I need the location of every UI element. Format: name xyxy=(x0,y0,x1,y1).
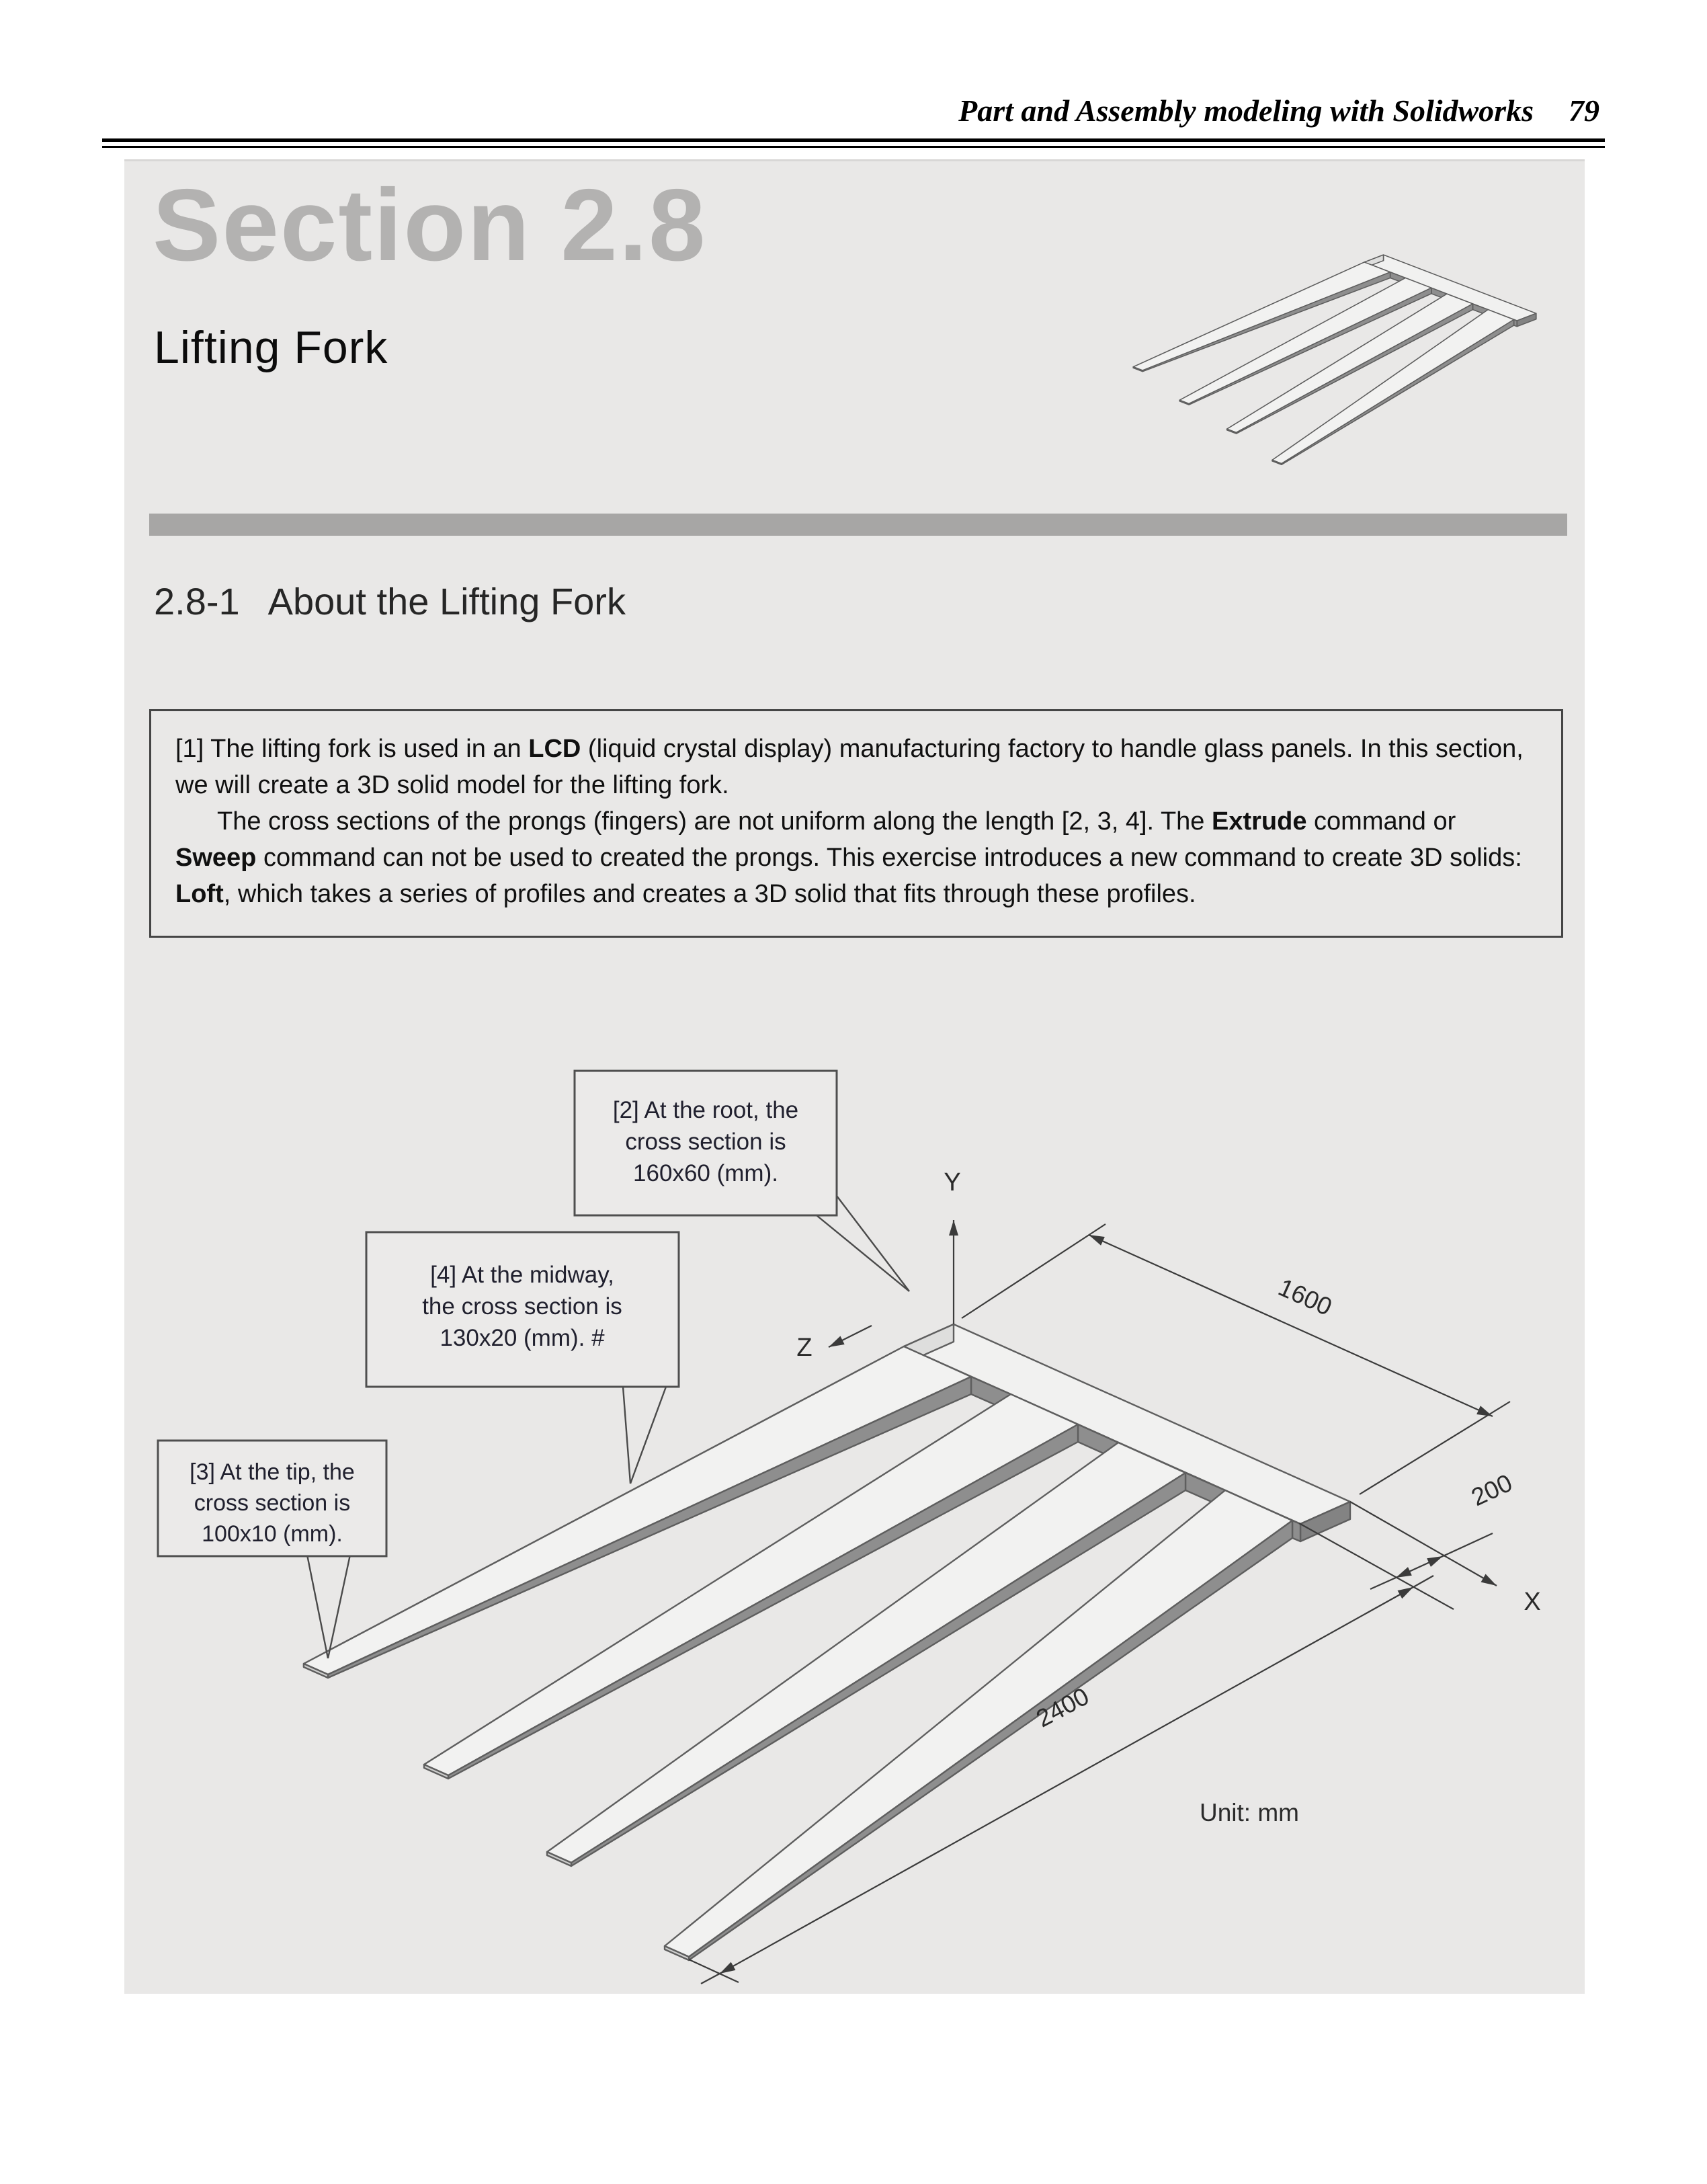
callout-midway-line3: 130x20 (mm). # xyxy=(440,1325,605,1351)
callout-tip-line2: cross section is xyxy=(194,1490,351,1516)
callout-midway-line2: the cross section is xyxy=(422,1293,622,1320)
dim-1600-line xyxy=(1089,1235,1493,1416)
fork-isometric-drawing xyxy=(304,1324,1350,1960)
intro-text-box xyxy=(149,709,1563,938)
subsection-number: 2.8-1 xyxy=(154,580,240,622)
fork-dimension-diagram xyxy=(124,977,1583,1992)
section-watermark: Section 2.8 xyxy=(153,168,707,282)
dim-200-overshoot-bottom xyxy=(1370,1578,1396,1589)
dim-200-label: 200 xyxy=(1467,1469,1517,1512)
fork-3d-model xyxy=(1133,255,1536,464)
dim-2400-label: 2400 xyxy=(1032,1682,1094,1733)
callout-root-line2: cross section is xyxy=(625,1129,786,1155)
callout-midway-line1: [4] At the midway, xyxy=(430,1262,614,1288)
z-axis-label: Z xyxy=(796,1334,813,1362)
callout-root-leader-a xyxy=(817,1215,909,1291)
header-rule-bottom xyxy=(102,146,1605,148)
dim-2400-overshoot-low xyxy=(701,1974,720,1984)
callout-tip-line3: 100x10 (mm). xyxy=(202,1521,343,1547)
dim-200-extension xyxy=(1299,1523,1454,1609)
callout-root-leader-b xyxy=(837,1196,909,1291)
dim-200-overshoot-top xyxy=(1443,1533,1493,1556)
content-panel xyxy=(124,159,1585,1994)
subsection-title: About the Lifting Fork xyxy=(267,580,626,622)
page-number: 79 xyxy=(1569,93,1599,128)
subsection-heading xyxy=(154,579,626,623)
dim-1600-extension-left xyxy=(962,1224,1106,1318)
callout-midway-leader-a xyxy=(623,1387,630,1484)
section-title: Lifting Fork xyxy=(154,322,388,373)
callout-root-line3: 160x60 (mm). xyxy=(633,1160,778,1186)
dim-2400-extension-tip xyxy=(689,1959,739,1982)
z-axis-arrow xyxy=(829,1326,872,1347)
intro-paragraph-2: The cross sections of the prongs (fingers) are not uniform along the length [2, 3, 4]. The Extrude command or Sweep command can not be used to created the prongs. This exercise introduces a new command to create 3D solids: Loft, which takes a series of profiles and creates a 3D solid that fits through these profiles. xyxy=(175,807,1522,908)
x-axis-arrow xyxy=(1350,1502,1497,1586)
dim-2400-overshoot-high xyxy=(1413,1576,1433,1587)
dim-200-line xyxy=(1396,1556,1443,1578)
book-title: Part and Assembly modeling with Solidworks xyxy=(958,93,1534,128)
x-axis-label: X xyxy=(1524,1588,1541,1616)
unit-label: Unit: mm xyxy=(1200,1799,1299,1826)
callout-tip-leader-a xyxy=(307,1555,328,1658)
running-header xyxy=(104,93,1599,128)
y-axis-label: Y xyxy=(944,1168,961,1197)
header-rule-top xyxy=(102,138,1605,142)
callout-tip-line1: [3] At the tip, the xyxy=(190,1459,355,1485)
intro-paragraph-1: [1] The lifting fork is used in an LCD (liquid crystal display) manufacturing factory to handle glass panels. In this section, we will create a 3D solid model for the lifting fork. xyxy=(175,735,1524,799)
section-divider-bar xyxy=(149,514,1567,536)
lifting-fork-render xyxy=(1107,216,1584,479)
callout-root-line1: [2] At the root, the xyxy=(612,1097,799,1123)
dim-1600-label: 1600 xyxy=(1274,1273,1337,1322)
callout-midway-leader-b xyxy=(630,1387,666,1484)
